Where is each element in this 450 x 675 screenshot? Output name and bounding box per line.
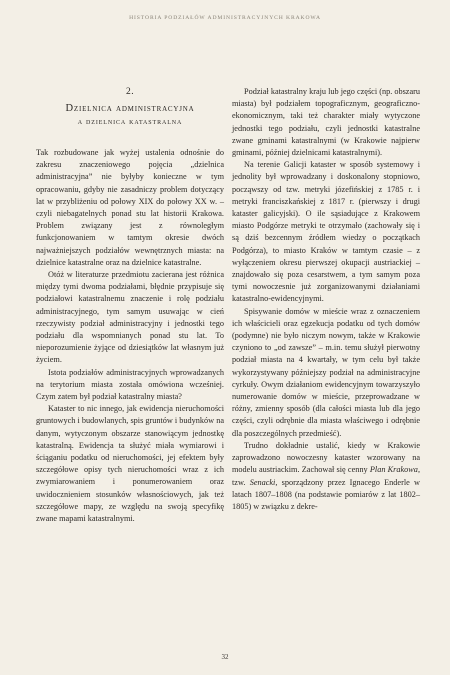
page-number: 32 [221,653,229,661]
section-subtitle: a dzielnica katastralna [77,116,183,126]
italic-title: Senacki [249,477,276,487]
paragraph-text: , sporządzony przez Ignacego Enderle w latach 1807–1808 (na podstawie pomiarów z lat 1802–1805) w związku z dekre- [232,477,420,511]
paragraph: Kataster to nic innego, jak ewidencja nieruchomości gruntowych i budowlanych, spis gruntów i budynków na danym, wytyczonym obszarze stanowiącym jednostkę katastralną. Ewidencja ta służyć miała wymiarowi i ściąganiu podatku od nieruchomości, jej efektem były szczegółowe opisy tych nieruchomości wraz z ich zwymiarowaniem i ponumerowaniem oraz uwidocznieniem stosunków własnościowych, jak też szczegółowe mapy, ze względu na swoją specyfikę zwane mapami katastralnymi. [36,404,224,524]
paragraph: Otóż w literaturze przedmiotu zacierana jest różnica między tymi dwoma podziałami, błędnie przypisuje się podziałowi katastralnemu znaczenie i rolę podziału administracyjnego, tym samym usuwając w cień rzeczywisty podział administracyjny i jednostki tego podziału dla wspomnianych ponad stu lat. To nieporozumienie żyjące od dziesiątków lat własnym już życiem. [36,270,224,365]
paragraph-text: , tzw. [232,465,420,487]
italic-title: Plan Krakowa [369,465,418,475]
paragraph-text: Trudno dokładnie ustalić, kiedy w Krakowie zaprowadzono nowoczesny kataster wzorowany na modelu austriackim. Zachował się cenny [232,440,420,475]
left-column [36,86,224,525]
paragraph: Na terenie Galicji kataster w sposób systemowy i jednolity był wprowadzany i doskonalony stopniowo, począwszy od tzw. metryki józefińskiej z 1785 r. i metryki franciszkańskiej z 1817 r. (pierwszy i drugi kataster galicyjski). O ile sąsiadujące z Krakowem miasto Podgórze metryki te otrzymało (zachowały się i są dziś bezcennym źródłem wiedzy o początkach Podgórza), to miasto Kraków w tamtym czasie – z wyłączeniem okresu pierwszej okupacji austriackiej – znajdowało się poza cesarstwem, a tym samym poza tymi nowoczesnie już zorganizowanymi działaniami katastralno-ewidencyjnymi. [232,160,420,304]
section-number: 2. [125,87,135,97]
right-column [232,86,420,513]
paragraph: Podział katastralny kraju lub jego części (np. obszaru miasta) był podziałem topograficznym, geograficzno-ekonomicznym, taki też charakter miały wytyczone jednostki tego podziału, czyli jednostki katastralne zwane gminami katastralnymi (w Krakowie najpierw gminami, później dzielnicami katastralnymi). [232,87,420,158]
paragraph: Spisywanie domów w mieście wraz z oznaczeniem ich właścicieli oraz egzekucja podatku od tych domów (podymne) nie było niczym nowym, także w Krakowie czyniono to „od zawsze” – m.in. temu służył pierwotny podział miasta na 4 kwartały, w tym celu był także wykorzystywany późniejszy podział na administracyjne cyrkuły. Owym działaniom ewidencyjnym towarzyszyło numerowanie domów w mieście, przeprowadzane w różny, zmienny sposób (dla całości miasta lub dla jego części, czyli odrębnie dla miasta właściwego i odrębnie dla poszczególnych przedmieść). [232,306,420,438]
paragraph: Istota podziałów administracyjnych wprowadzanych na terytorium miasta została omówiona wcześniej. Czym zatem był podział katastralny miasta? [36,367,224,402]
paragraph [232,440,420,513]
running-head: HISTORIA PODZIAŁÓW ADMINISTRACYJNYCH KRAKOWA [129,15,321,21]
section-title: Dzielnica administracyjna [65,103,195,114]
paragraph: Tak rozbudowane jak wyżej ustalenia odnośnie do zakresu znaczeniowego pojęcia „dzielnica administracyjna” nie byłyby konieczne w tym opracowaniu, gdyby nie zasadniczy problem dotyczący lat w przybliżeniu od połowy XIX do połowy XX w. – czyli niebagatelnych ponad stu lat historii Krakowa. Problem związany jest z równoległym funkcjonowaniem w tamtym okresie dwóch najważniejszych podziałów wewnętrznych miasta: na dzielnice katastralne oraz na dzielnice katastralne. [36,148,224,267]
